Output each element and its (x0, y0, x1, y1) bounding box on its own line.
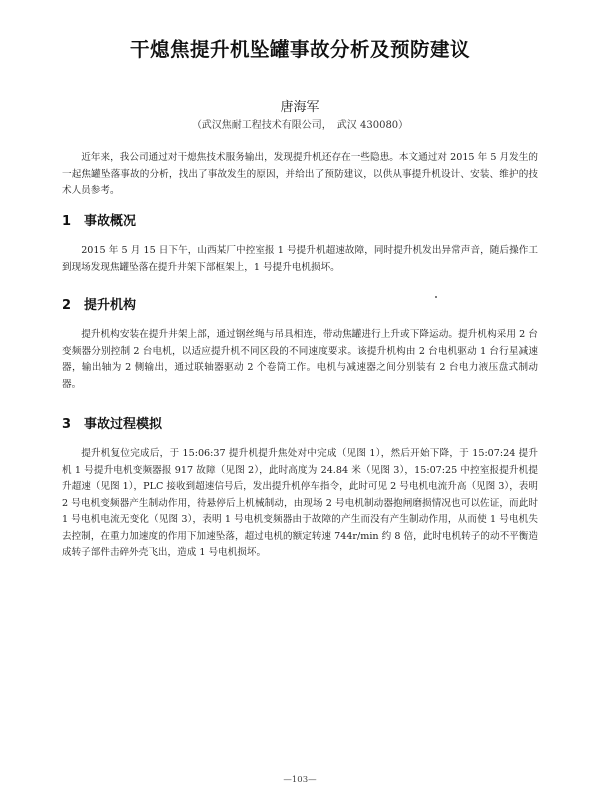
section-1-paragraph: 2015 年 5 月 15 日下午，山西某厂中控室报 1 号提升机超速故障，同时提升机发出异常声音，随后操作工到现场发现焦罐坠落在提升井架下部框架上，1 号提升电机损坏。 (62, 245, 538, 273)
section-heading-3 (62, 413, 162, 432)
section-number: 1 (62, 214, 72, 229)
section-title: 事故概况 (84, 214, 137, 229)
section-title: 提升机构 (84, 298, 137, 313)
section-3-paragraph: 提升机复位完成后，于 15:06:37 提升机提升焦处对中完成（见图 1），然后开始下降，于 15:07:24 提升机 1 号提升电机变频器报 917 故障（见图 2），此时高度为 24.84 米（见图 3），15:07:25 中控室报提升机提升超速（见图 1），PLC 接收到超速信号后，发出提升机停车指令，此时可见 2 号电机电流升高（见图 3），表明 2 号电机变频器产生制动作用，待悬停后上机械制动，由现场 2 号电机制动器抱闸磨损情况也可以佐证，而此时 1 号电机电流无变化（见图 3），表明 1 号电机变频器由于故障的产生而没有产生制动作用，从而使 1 号电机失去控制，在重力加速度的作用下加速坠落，超过电机的额定转速 744r/min 约 8 倍，此时电机转子的动不平衡造成转子部件击碎外壳飞出，造成 1 号电机损坏。 (62, 448, 538, 558)
section-number: 3 (62, 417, 72, 432)
author-name: 唐海军 (280, 100, 320, 115)
abstract-paragraph: 近年来，我公司通过对干熄焦技术服务输出，发现提升机还存在一些隐患。本文通过对 2015 年 5 月发生的一起焦罐坠落事故的分析，找出了事故发生的原因，并给出了预防建议，以供从事提升机设计、安装、维护的技术人员参考。 (62, 152, 538, 196)
page-number: —103— (283, 775, 317, 785)
author-affiliation: （武汉焦耐工程技术有限公司， 武汉 430080） (191, 120, 409, 131)
paper-title: 干熄焦提升机坠罐事故分析及预防建议 (129, 38, 470, 61)
section-number: 2 (62, 298, 72, 313)
section-heading-1 (62, 210, 136, 229)
section-heading-2 (62, 294, 136, 313)
scan-speck (435, 296, 437, 298)
section-2-paragraph: 提升机构安装在提升井架上部，通过钢丝绳与吊具相连，带动焦罐进行上升或下降运动。提升机构采用 2 台变频器分别控制 2 台电机，以适应提升机不同区段的不同速度要求。该提升机构由 2 台电机驱动 1 台行星减速器，输出轴为 2 侧输出，通过联轴器驱动 2 个卷筒工作。电机与减速器之间分别装有 2 台电力液压盘式制动器。 (62, 329, 538, 390)
section-title: 事故过程模拟 (84, 417, 163, 432)
